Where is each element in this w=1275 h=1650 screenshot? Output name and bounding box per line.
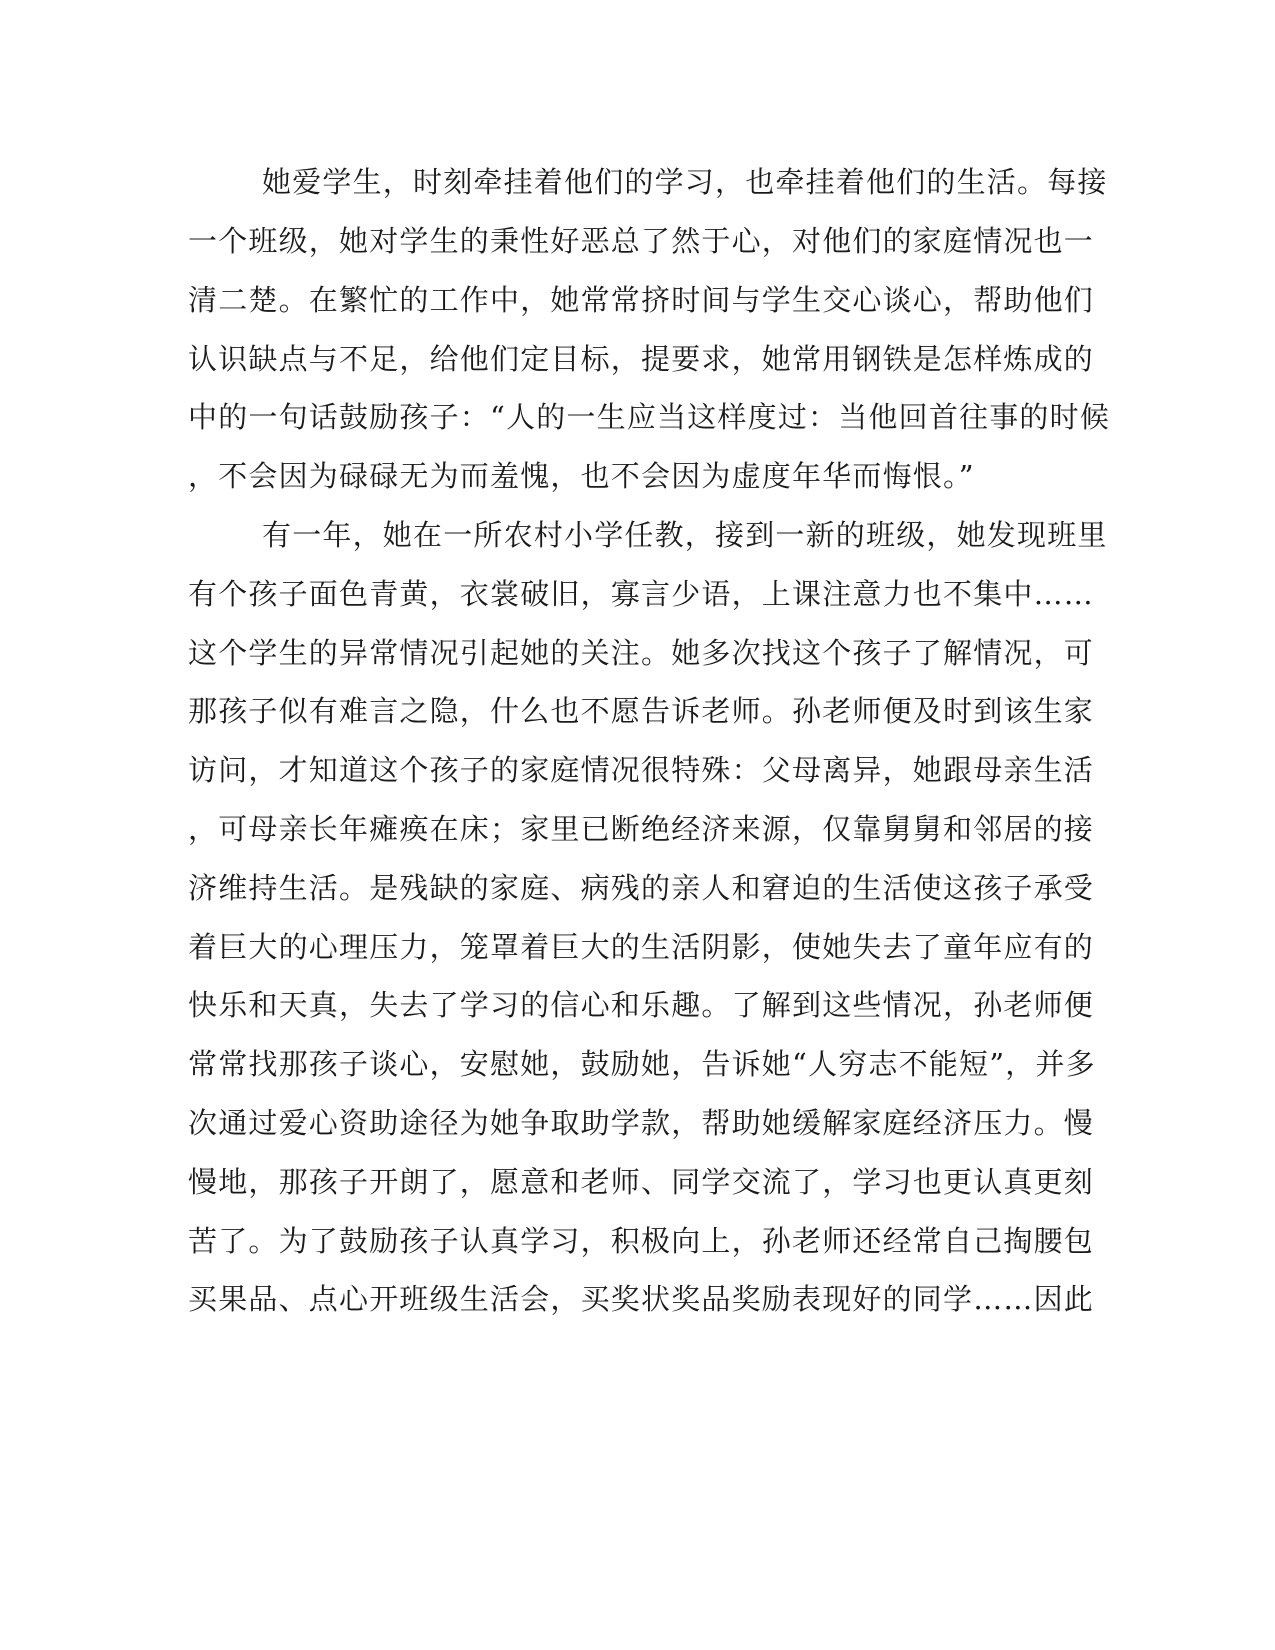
paragraph-1-line-4: 认识缺点与不足，给他们定目标，提要求，她常用钢铁是怎样炼成的 bbox=[188, 342, 1095, 376]
paragraph-2-line-14: 买果品、点心开班级生活会，买奖状奖品奖励表现好的同学……因此 bbox=[188, 1282, 1095, 1316]
paragraph-1-line-6: ，不会因为碌碌无为而羞愧，也不会因为虚度年华而悔恨。” bbox=[188, 459, 975, 493]
paragraph-2-line-9: 快乐和天真，失去了学习的信心和乐趣。了解到这些情况，孙老师便 bbox=[188, 988, 1095, 1022]
paragraph-2-line-11: 次通过爱心资助途径为她争取助学款，帮助她缓解家庭经济压力。慢 bbox=[188, 1106, 1095, 1140]
paragraph-2-line-10: 常常找那孩子谈心，安慰她，鼓励她，告诉她“人穷志不能短”，并多 bbox=[188, 1047, 1096, 1081]
paragraph-1-line-2: 一个班级，她对学生的秉性好恶总了然于心，对他们的家庭情况也一 bbox=[188, 224, 1095, 258]
paragraph-2-line-5: 访问，才知道这个孩子的家庭情况很特殊：父母离异，她跟母亲生活 bbox=[188, 753, 1095, 787]
paragraph-2-line-12: 慢地，那孩子开朗了，愿意和老师、同学交流了，学习也更认真更刻 bbox=[188, 1165, 1095, 1199]
paragraph-2-line-4: 那孩子似有难言之隐，什么也不愿告诉老师。孙老师便及时到该生家 bbox=[188, 694, 1095, 728]
paragraph-2-line-2: 有个孩子面色青黄，衣裳破旧，寡言少语，上课注意力也不集中…… bbox=[188, 577, 1095, 611]
paragraph-2-line-6: ，可母亲长年瘫痪在床；家里已断绝经济来源，仅靠舅舅和邻居的接 bbox=[188, 812, 1095, 846]
paragraph-1-line-5: 中的一句话鼓励孩子：“人的一生应当这样度过：当他回首往事的时候 bbox=[188, 400, 1111, 434]
paragraph-2-line-13: 苦了。为了鼓励孩子认真学习，积极向上，孙老师还经常自己掏腰包 bbox=[188, 1224, 1095, 1258]
paragraph-1-line-3: 清二楚。在繁忙的工作中，她常常挤时间与学生交心谈心，帮助他们 bbox=[188, 283, 1095, 317]
paragraph-2-line-1: 有一年，她在一所农村小学任教，接到一新的班级，她发现班里 bbox=[262, 518, 1108, 552]
paragraph-2-line-7: 济维持生活。是残缺的家庭、病残的亲人和窘迫的生活使这孩子承受 bbox=[188, 871, 1095, 905]
paragraph-1-line-1: 她爱学生，时刻牵挂着他们的学习，也牵挂着他们的生活。每接 bbox=[262, 165, 1108, 199]
paragraph-2-line-3: 这个学生的异常情况引起她的关注。她多次找这个孩子了解情况，可 bbox=[188, 636, 1095, 670]
paragraph-2-line-8: 着巨大的心理压力，笼罩着巨大的生活阴影，使她失去了童年应有的 bbox=[188, 930, 1095, 964]
